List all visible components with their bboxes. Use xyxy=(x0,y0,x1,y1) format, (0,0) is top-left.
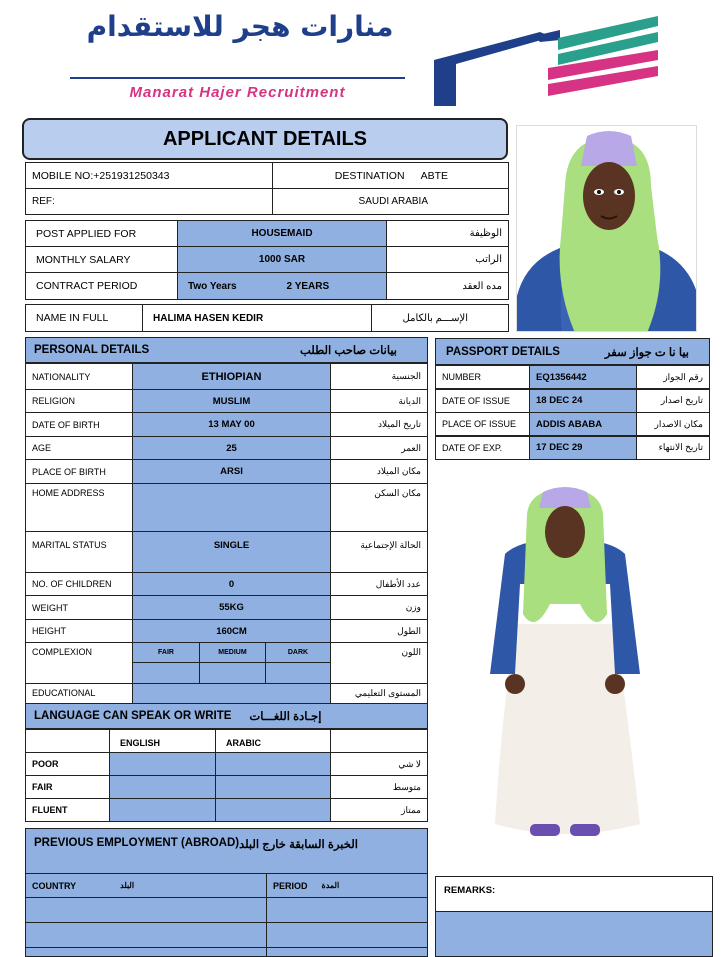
passport-details-title-arabic: بيا نا ت جواز سفر xyxy=(604,346,689,359)
employment-col-period-arabic: المدة xyxy=(321,881,340,890)
passport-details-title: PASSPORT DETAILS xyxy=(446,345,560,358)
company-name-english: Manarat Hajer Recruitment xyxy=(129,84,346,101)
personal-details-title-arabic: بيانات صاحب الطلب xyxy=(300,345,397,357)
personal-row-arabic: اللون xyxy=(330,642,428,684)
personal-details-title: PERSONAL DETAILS xyxy=(34,344,150,356)
language-level-cell xyxy=(215,798,331,822)
passport-row-arabic: مكان الاصدار xyxy=(636,412,710,436)
personal-row-label: WEIGHT xyxy=(25,595,133,620)
complexion-checkbox xyxy=(132,662,200,684)
page-title xyxy=(22,118,508,160)
language-col-arabic: ARABIC xyxy=(215,729,331,753)
monthly-salary-label: MONTHLY SALARY xyxy=(25,246,178,273)
ref-field: REF: xyxy=(25,188,273,215)
passport-row-value: ADDIS ABABA xyxy=(529,412,637,436)
personal-row-arabic: الجنسية xyxy=(330,363,428,390)
personal-row-label: DATE OF BIRTH xyxy=(25,412,133,437)
logo-underline xyxy=(70,77,405,79)
passport-row-arabic: رقم الجواز xyxy=(636,365,710,389)
personal-row-arabic: وزن xyxy=(330,595,428,620)
personal-row-arabic: تاريخ الميلاد xyxy=(330,412,428,437)
post-applied-value: HOUSEMAID xyxy=(177,220,387,247)
employment-row xyxy=(266,947,428,957)
contract-period-value xyxy=(177,272,387,300)
language-level-label: FAIR xyxy=(25,775,110,799)
monthly-salary-value: 1000 SAR xyxy=(177,246,387,273)
personal-row-label: NATIONALITY xyxy=(25,363,133,390)
personal-row-arabic: الطول xyxy=(330,619,428,643)
page-title-text: APPLICANT DETAILS xyxy=(162,127,368,150)
personal-row-value: ETHIOPIAN xyxy=(132,363,331,390)
personal-row-label: COMPLEXION xyxy=(25,642,133,684)
passport-row-arabic: تاريخ اصدار xyxy=(636,389,710,413)
personal-row-value: MUSLIM xyxy=(132,389,331,413)
contract-period-years: 2 YEARS xyxy=(286,280,330,292)
employment-title: PREVIOUS EMPLOYMENT (ABROAD) xyxy=(34,837,240,849)
personal-row-arabic: الحالة الإجتماعية xyxy=(330,531,428,573)
applicant-full-body-photo xyxy=(475,484,656,862)
language-header xyxy=(25,703,428,729)
employment-header xyxy=(25,828,428,874)
language-level-cell xyxy=(215,752,331,776)
employment-row xyxy=(25,922,267,948)
personal-row-value: 0 xyxy=(132,572,331,596)
personal-row-arabic: عدد الأطفال xyxy=(330,572,428,596)
personal-row-value: 25 xyxy=(132,436,331,460)
passport-row-label: DATE OF ISSUE xyxy=(435,389,530,413)
personal-row-label: AGE xyxy=(25,436,133,460)
employment-col-period xyxy=(266,873,428,898)
mobile-number: MOBILE NO:+251931250343 xyxy=(25,162,273,189)
company-logo xyxy=(60,10,670,110)
employment-title-arabic: الخبرة السابقة خارج البلد xyxy=(239,839,358,851)
personal-row-arabic: مكان السكن xyxy=(330,483,428,532)
language-title: LANGUAGE CAN SPEAK OR WRITE xyxy=(34,710,232,722)
personal-row-arabic: الديانة xyxy=(330,389,428,413)
employment-col-period-label: PERIOD xyxy=(273,880,308,891)
personal-row-label: PLACE OF BIRTH xyxy=(25,459,133,484)
language-level-arabic: لا شي xyxy=(330,752,428,776)
passport-row-value: 18 DEC 24 xyxy=(529,389,637,413)
personal-details-header xyxy=(25,337,428,363)
personal-row-arabic: المستوى التعليمي xyxy=(330,683,428,705)
language-title-arabic: إجـادة اللغـــات xyxy=(249,711,322,723)
personal-row-arabic: مكان الميلاد xyxy=(330,459,428,484)
employment-row xyxy=(266,897,428,923)
complexion-option: MEDIUM xyxy=(199,642,266,663)
company-name-arabic: منارات هجر للاستقدام xyxy=(86,10,394,43)
employment-col-country-label: COUNTRY xyxy=(32,880,77,891)
contract-period-label: CONTRACT PERIOD xyxy=(25,272,178,300)
passport-row-arabic: تاريخ الانتهاء xyxy=(636,436,710,460)
language-level-cell xyxy=(109,775,216,799)
complexion-checkbox xyxy=(199,662,266,684)
destination xyxy=(272,162,509,189)
language-col-english: ENGLISH xyxy=(109,729,216,753)
employment-col-country-arabic: البلد xyxy=(120,881,135,890)
passport-row-label: PLACE OF ISSUE xyxy=(435,412,530,436)
contract-period-words: Two Years xyxy=(188,280,237,292)
personal-row-label: HOME ADDRESS xyxy=(25,483,133,532)
personal-row-value xyxy=(132,483,331,532)
full-name-value: HALIMA HASEN KEDIR xyxy=(142,304,372,332)
destination-code: ABTE xyxy=(420,169,448,182)
personal-row-arabic: العمر xyxy=(330,436,428,460)
remarks-area xyxy=(435,911,713,957)
full-name-arabic: الإســـم بالكامل xyxy=(371,304,509,332)
personal-row-label: MARITAL STATUS xyxy=(25,531,133,573)
employment-row xyxy=(25,897,267,923)
employment-row xyxy=(25,947,267,957)
language-level-cell xyxy=(109,798,216,822)
complexion-checkbox xyxy=(265,662,331,684)
language-level-label: POOR xyxy=(25,752,110,776)
employment-col-country xyxy=(25,873,267,898)
personal-row-label: HEIGHT xyxy=(25,619,133,643)
passport-row-label: DATE OF EXP. xyxy=(435,436,530,460)
personal-row-value: 55KG xyxy=(132,595,331,620)
personal-row-value: 13 MAY 00 xyxy=(132,412,331,437)
passport-row-label: NUMBER xyxy=(435,365,530,389)
destination-label: DESTINATION xyxy=(334,169,405,182)
language-level-cell xyxy=(215,775,331,799)
post-applied-arabic: الوظيفة xyxy=(386,220,509,247)
personal-row-label: RELIGION xyxy=(25,389,133,413)
passport-row-value: EQ1356442 xyxy=(529,365,637,389)
post-applied-label: POST APPLIED FOR xyxy=(25,220,178,247)
house-roof-icon xyxy=(430,10,670,110)
personal-row-value: 160CM xyxy=(132,619,331,643)
employment-row xyxy=(266,922,428,948)
passport-details-header xyxy=(435,338,710,365)
personal-row-value: SINGLE xyxy=(132,531,331,573)
personal-row-label: NO. OF CHILDREN xyxy=(25,572,133,596)
language-level-cell xyxy=(109,752,216,776)
destination-country: SAUDI ARABIA xyxy=(272,188,509,215)
personal-row-value xyxy=(132,683,331,705)
language-level-label: FLUENT xyxy=(25,798,110,822)
full-name-label: NAME IN FULL xyxy=(25,304,143,332)
complexion-option: DARK xyxy=(265,642,331,663)
language-col-blank xyxy=(330,729,428,753)
personal-row-value: ARSI xyxy=(132,459,331,484)
language-level-arabic: ممتاز xyxy=(330,798,428,822)
passport-row-value: 17 DEC 29 xyxy=(529,436,637,460)
complexion-option: FAIR xyxy=(132,642,200,663)
language-level-arabic: متوسط xyxy=(330,775,428,799)
remarks-box: REMARKS: xyxy=(435,876,713,912)
personal-row-label: EDUCATIONAL xyxy=(25,683,133,705)
language-blank-corner xyxy=(25,729,110,753)
contract-period-arabic: مده العقد xyxy=(386,272,509,300)
monthly-salary-arabic: الراتب xyxy=(386,246,509,273)
applicant-portrait-photo xyxy=(516,125,697,332)
